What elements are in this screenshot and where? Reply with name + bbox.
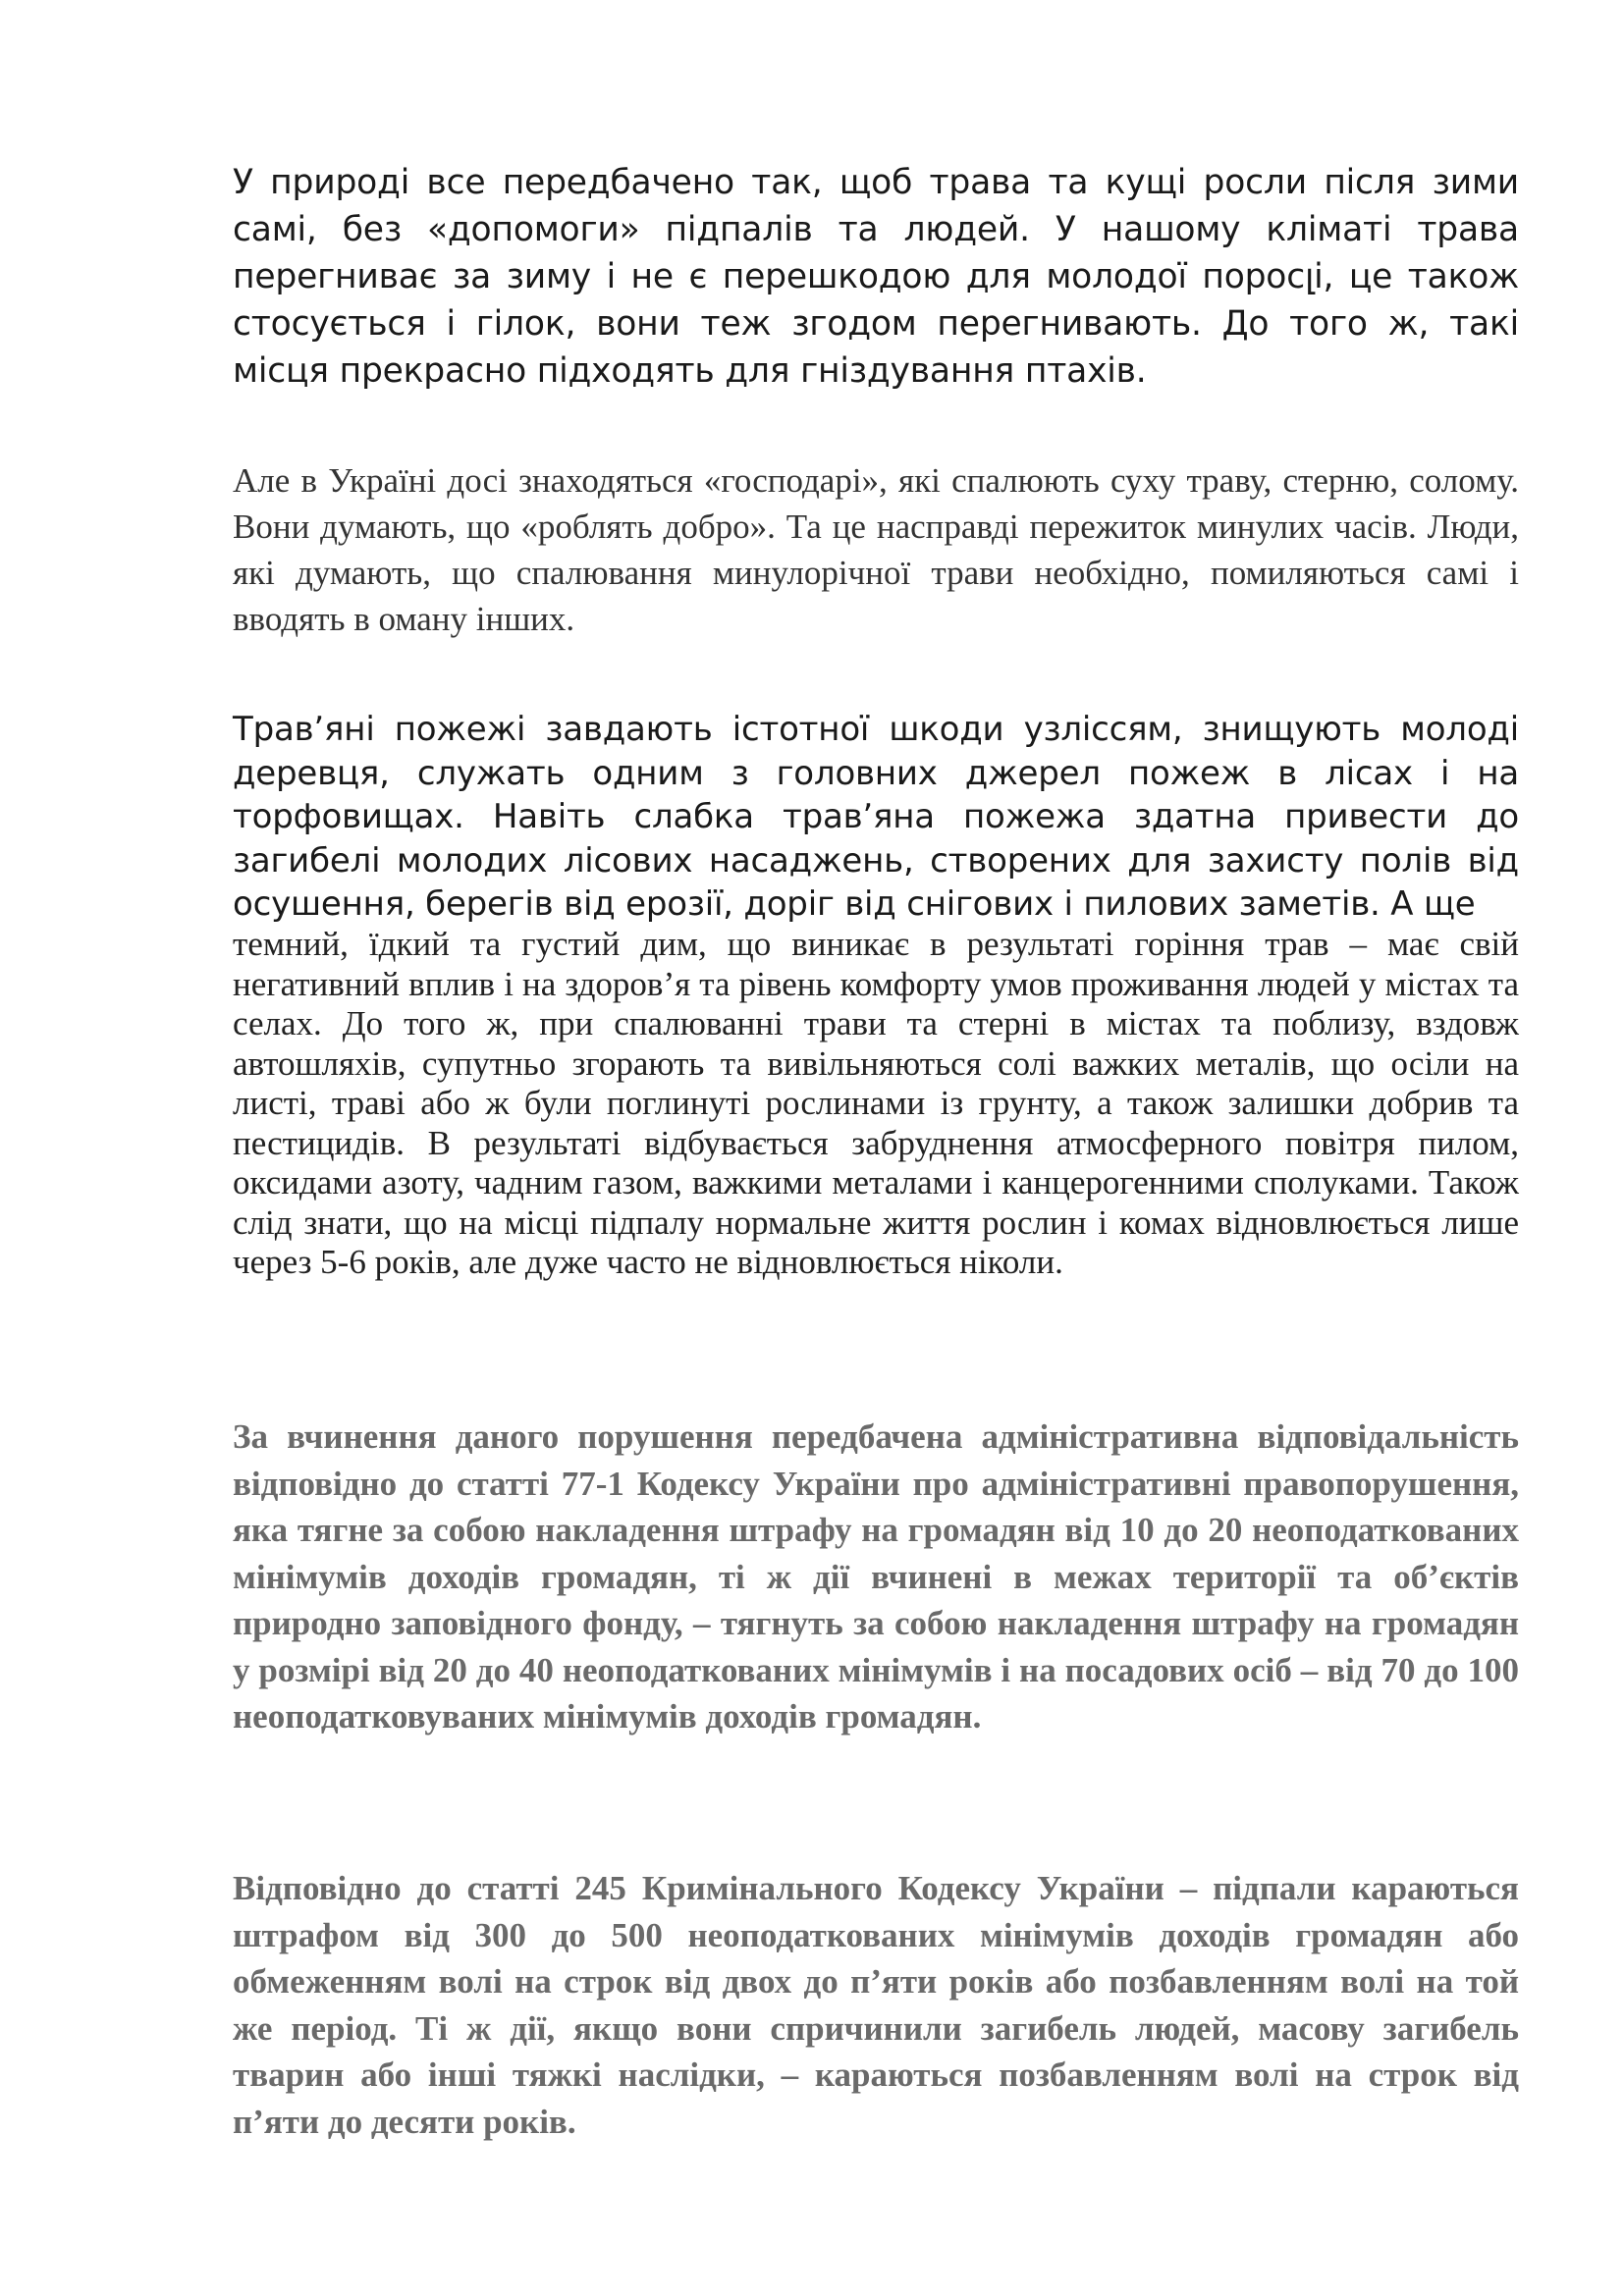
paragraph-criminal-liability: Відповідно до статті 245 Кримінального Кодексу України – підпали караються штрафом від 300 до 500 неоподаткованих мінімумів доходів громадян або обмеженням волі на строк від двох до п’яти років або позбавленням волі на той же період. Ті ж дії, якщо вони спричинили загибель людей, масову загибель тварин або інші тяжкі наслідки, – караються позбавленням волі на строк від п’яти до десяти років. (233, 1869, 1519, 2141)
paragraph-administrative-liability: За вчинення даного порушення передбачена адміністративна відповідальність відповідно до статті 77-1 Кодексу України про адміністративні правопорушення, яка тягне за собою накладення штрафу на громадян від 10 до 20 неоподаткованих мінімумів доходів громадян, ті ж дії вчинені в межах території та об’єктів природно заповідного фонду, – тягнуть за собою накладення штрафу на громадян у розмірі від 20 до 40 неоподаткованих мінімумів і на посадових осіб – від 70 до 100 неоподатковуваних мінімумів доходів громадян. (233, 1417, 1519, 1735)
paragraph-fire-damage: Трав’яні пожежі завдають істотної шкоди узліссям, знищують молоді деревця, служать одним з головних джерел пожеж в лісах і на торфовищах. Навіть слабка трав’яна пожежа здатна привести до загибелі молодих лісових насаджень, створених для захисту полів від осушення, берегів від ерозії, доріг від снігових і пилових заметів. А ще (233, 710, 1519, 924)
paragraph-nature: У природі все передбачено так, щоб трава та кущі росли після зими самі, без «допомоги» підпалів та людей. У нашому кліматі трава перегниває за зиму і не є перешкодою для молодої поросլі, це також стосується і гілок, вони теж згодом перегнивають. До того ж, такі місця прекрасно підходять для гніздування птахів. (233, 163, 1519, 391)
paragraph-owners: Але в Україні досі знаходяться «господарі», які спалюють суху траву, стерню, солому. Вони думають, що «роблять добро». Та це насправді пережиток минулих часів. Люди, які думають, що спалювання минулорічної трави необхідно, помиляються самі і вводять в оману інших. (233, 461, 1519, 638)
paragraph-smoke-pollution: темний, їдкий та густий дим, що виникає в результаті горіння трав – має свій негативний вплив і на здоров’я та рівень комфорту умов проживання людей у містах та селах. До того ж, при спалюванні трави та стерні в містах та поблизу, вздовж автошляхів, супутньо згорають та вивільняються солі важких металів, що осіли на листі, траві або ж були поглинуті рослинами із грунту, а також залишки добрив та пестицидів. В результаті відбувається забруднення атмосферного повітря пилом, оксидами азоту, чадним газом, важкими металами і канцерогенними сполуками. Також слід знати, що на місці підпалу нормальне життя рослин і комах відновлюється лише через 5-6 років, але дуже часто не відновлюється ніколи. (233, 925, 1519, 1281)
